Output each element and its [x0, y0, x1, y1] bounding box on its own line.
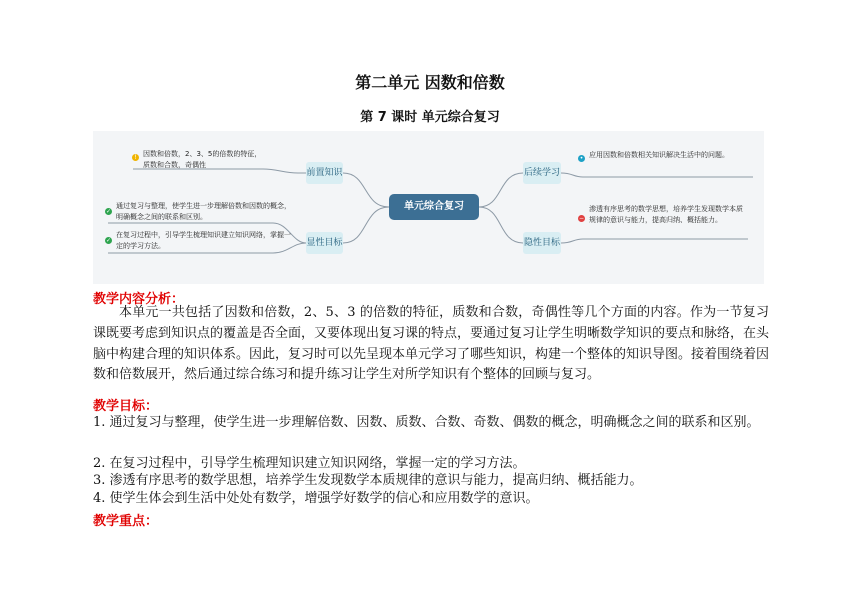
- leaf-explicit-2: 在复习过程中，引导学生梳理知识建立知识网络，掌握一定的学习方法。: [116, 231, 291, 250]
- goal-item-3: 3. 渗透有序思考的数学思想，培养学生发现数学本质规律的意识与能力，提高归纳、概括能力。: [93, 473, 643, 488]
- leaf-implicit: 渗透有序思考的数学思想，培养学生发现数学本质规律的意识与能力，提高归纳、概括能力。: [589, 205, 743, 224]
- warning-icon: !: [132, 154, 139, 161]
- check-icon: ✓: [105, 237, 112, 244]
- connector-implicit-leaf: [561, 239, 748, 243]
- lesson-title: 第 7 课时 单元综合复习: [360, 110, 500, 125]
- connector-center-followup: [479, 173, 523, 207]
- leaf-preknowledge: 因数和倍数，2、3、5的倍数的特征，质数和合数，奇偶性: [143, 150, 262, 169]
- analysis-heading: 教学内容分析：: [93, 292, 185, 307]
- page-title: 第二单元 因数和倍数: [355, 73, 505, 92]
- branch-followup: 后续学习: [523, 162, 561, 184]
- branch-implicit-goals: 隐性目标: [523, 232, 561, 254]
- mind-map: [93, 131, 764, 284]
- analysis-paragraph: 本单元一共包括了因数和倍数，2、5、3 的倍数的特征，质数和合数，奇偶性等几个方面的内容。作为一节复习课既要考虑到知识点的覆盖是否全面，又要体现出复习课的特点，要通过复习让学生明晰数学知识的要点和脉络，在头脑中构建合理的知识体系。因此，复习时可以先呈现本单元学习了哪些知识，构建一个整体的知识导图。接着围绕着因数和倍数展开，然后通过综合练习和提升练习让学生对所学知识有个整体的回顾与复习。: [93, 305, 770, 383]
- goal-item-1: 1. 通过复习与整理，使学生进一步理解倍数、因数、质数、合数、奇数、偶数的概念，明确概念之间的联系和区别。: [93, 415, 760, 430]
- check-icon: ✓: [105, 208, 112, 215]
- branch-explicit-goals: 显性目标: [306, 232, 343, 254]
- goal-item-2: 2. 在复习过程中，引导学生梳理知识建立知识网络，掌握一定的学习方法。: [93, 456, 526, 471]
- branch-preknowledge: 前置知识: [306, 162, 343, 184]
- goals-heading: 教学目标：: [93, 399, 159, 414]
- connector-center-preknowledge: [343, 173, 389, 207]
- key-points-heading: 教学重点：: [93, 514, 159, 529]
- connector-center-implicit: [479, 207, 523, 243]
- mind-map-center: 单元综合复习: [389, 194, 479, 220]
- info-icon: •: [579, 155, 584, 162]
- minus-icon: −: [578, 215, 585, 222]
- goal-item-4: 4. 使学生体会到生活中处处有数学，增强学好数学的信心和应用数学的意识。: [93, 491, 539, 506]
- leaf-explicit-1: 通过复习与整理，使学生进一步理解倍数和因数的概念，明确概念之间的联系和区别。: [116, 202, 291, 221]
- leaf-followup: 应用因数和倍数相关知识解决生活中的问题。: [589, 151, 729, 159]
- connector-center-explicit: [343, 207, 389, 243]
- connector-followup-leaf: [561, 173, 753, 177]
